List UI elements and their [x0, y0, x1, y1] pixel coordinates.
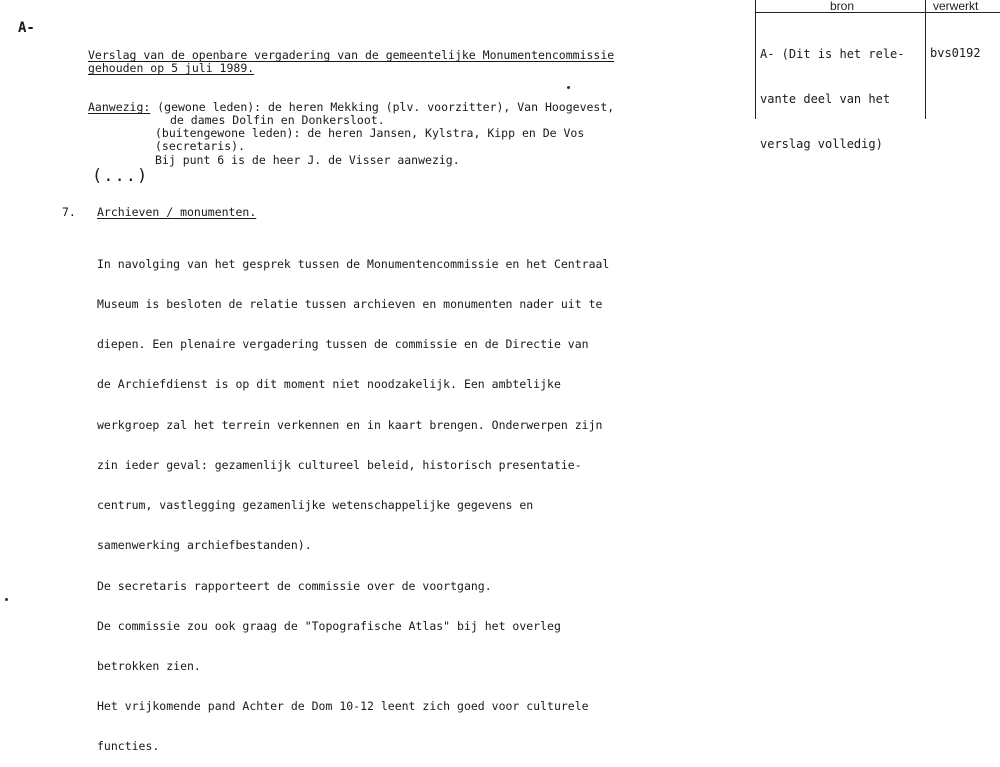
section-number: 7.: [62, 205, 76, 219]
attendance-line-4: (secretaris).: [155, 139, 246, 153]
source-note: [760, 17, 905, 182]
body-line: Het vrijkomende pand Achter de Dom 10-12 leent zich goed voor culturele: [97, 699, 589, 714]
body-line: samenwerking archiefbestanden).: [97, 538, 312, 553]
attendance-line-2: de dames Dolfin en Donkersloot.: [170, 113, 385, 127]
table-column-divider: [925, 0, 926, 119]
body-line: centrum, vastlegging gezamenlijke wetenschappelijke gegevens en: [97, 498, 534, 513]
body-line: Museum is besloten de relatie tussen archieven en monumenten nader uit te: [97, 297, 603, 312]
page-marker: A-: [18, 20, 35, 36]
section-heading: Archieven / monumenten.: [97, 205, 257, 219]
source-note-line: A- (Dit is het rele-: [760, 47, 905, 61]
body-line: In navolging van het gesprek tussen de Monumentencommissie en het Centraal: [97, 256, 610, 271]
body-line: functies.: [97, 739, 160, 754]
body-line: werkgroep zal het terrein verkennen en in kaart brengen. Onderwerpen zijn: [97, 417, 603, 432]
attendance-line-5: Bij punt 6 is de heer J. de Visser aanwezig.: [155, 153, 460, 167]
scan-speck: [567, 86, 570, 89]
header-processed: verwerkt: [933, 0, 979, 13]
body-line: De secretaris rapporteert de commissie over de voortgang.: [97, 578, 492, 593]
body-line: De commissie zou ook graag de "Topografische Atlas" bij het overleg: [97, 618, 561, 633]
title-line-2: gehouden op 5 juli 1989.: [88, 61, 255, 75]
body-line: de Archiefdienst is op dit moment niet noodzakelijk. Een ambtelijke: [97, 377, 561, 392]
header-source: bron: [830, 0, 855, 13]
table-left-border: [755, 0, 756, 119]
title-line-1: Verslag van de openbare vergadering van de gemeentelijke Monumentencommissie: [88, 48, 615, 62]
document-code: bvs0192: [930, 46, 981, 60]
body-line: zin ieder geval: gezamenlijk cultureel beleid, historisch presentatie-: [97, 457, 582, 472]
attendance-line-3: (buitengewone leden): de heren Jansen, Kylstra, Kipp en De Vos: [155, 126, 585, 140]
body-line: betrokken zien.: [97, 659, 201, 673]
section-body: [97, 231, 609, 767]
source-table: [755, 0, 1000, 151]
source-note-line: verslag volledig): [760, 137, 883, 151]
attendance-members: (gewone leden): de heren Mekking (plv. voorzitter), Van Hoogevest,: [150, 100, 615, 114]
omission-ellipsis: (...): [92, 166, 149, 186]
source-note-line: vante deel van het: [760, 92, 891, 106]
scan-speck: [5, 598, 8, 601]
body-line: diepen. Een plenaire vergadering tussen de commissie en de Directie van: [97, 337, 589, 352]
attendance-label: Aanwezig:: [88, 100, 151, 114]
